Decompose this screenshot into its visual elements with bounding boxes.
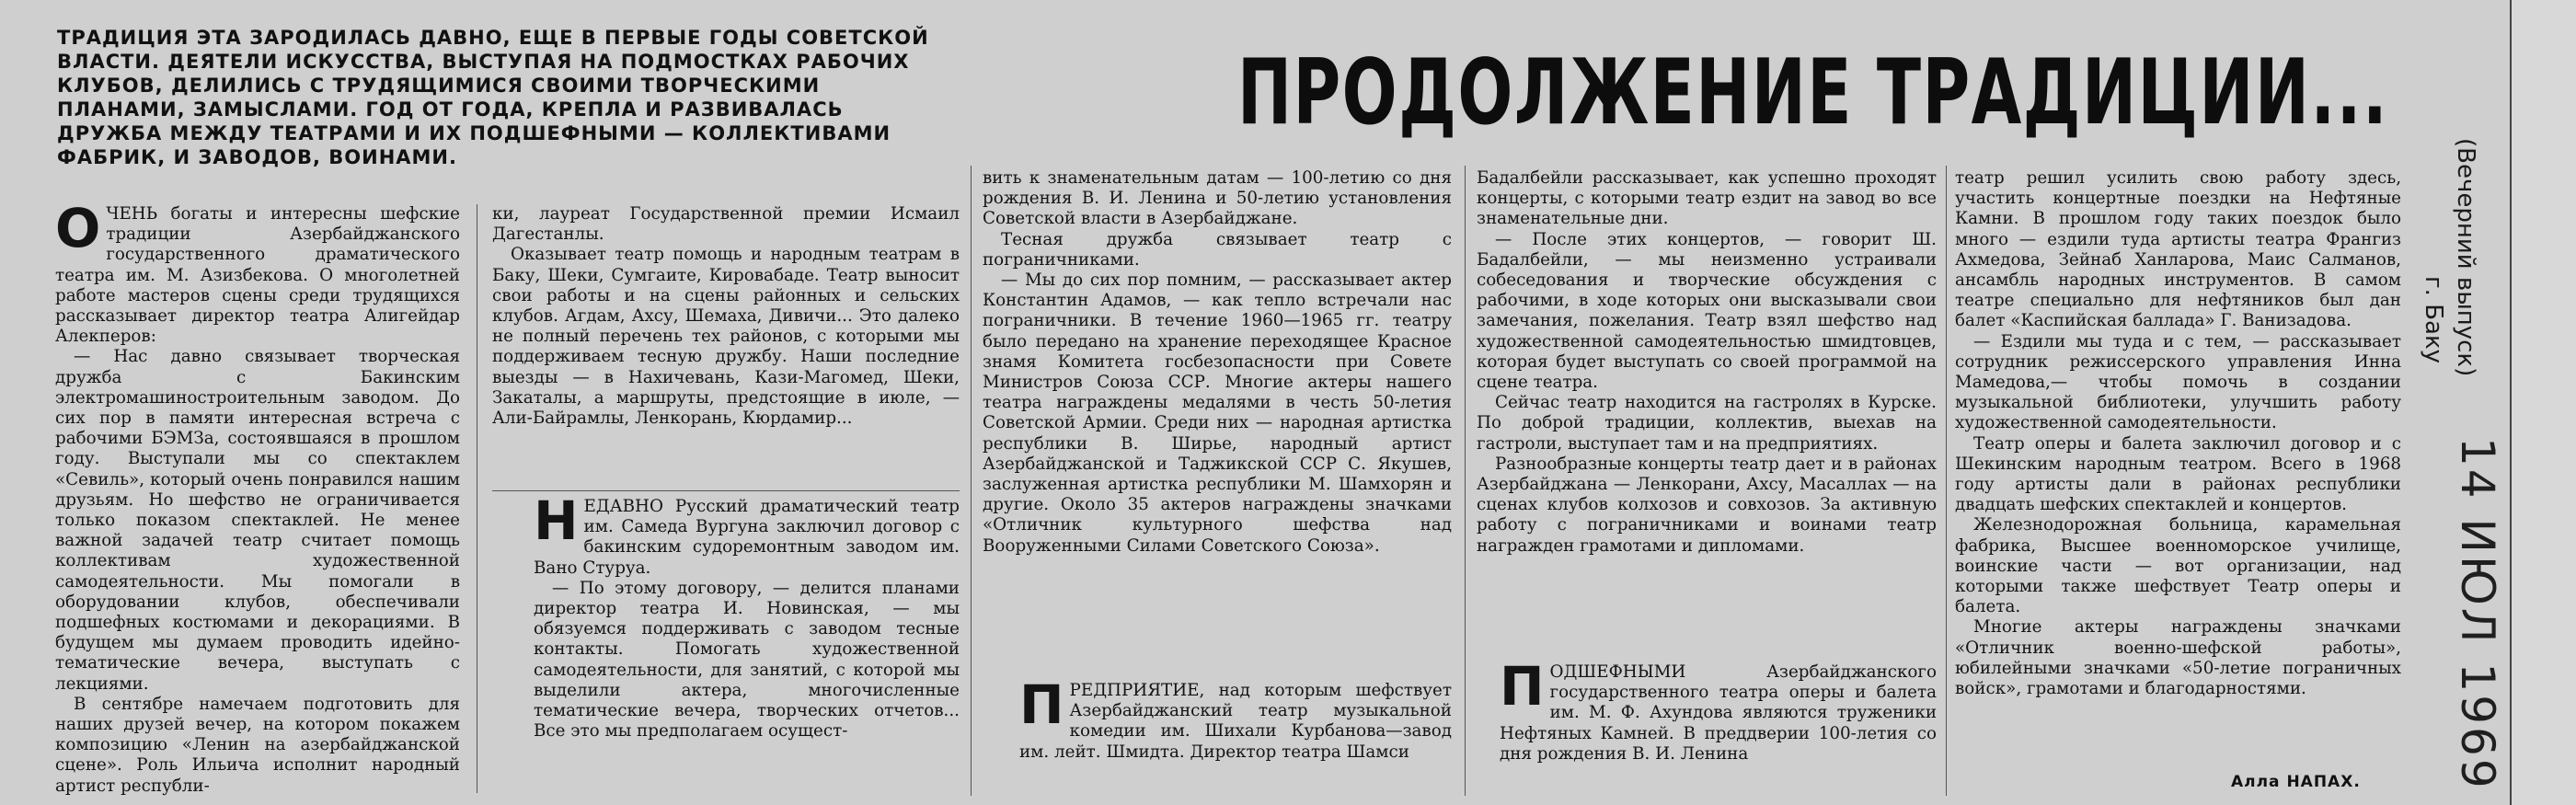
paragraph: — После этих концертов, — говорит Ш. Бадалбейли, — мы неизменно устраивали собеседования и творческие обсуждения с рабочими, в ходе которых они высказывали свои замечания, пожелания. Театр взял шефство над художественной самодеятельностью шмидтовцев, которая будет выступать со своей программой на сцене театра.	[1477, 229, 1937, 393]
column-4-bottom	[1500, 662, 1937, 800]
column-2-top	[492, 204, 960, 488]
paragraph: ЧЕНЬ богаты и интересны шефские традиции Азербайджанского государственного драматического театра им. М. Азизбекова. О многолетней работе мастеров сцены среди трудящихся рассказывает директор театра Алигейдар Алекперов:	[55, 204, 460, 347]
drop-cap: О	[55, 204, 101, 259]
column-divider	[1465, 166, 1466, 796]
lead-paragraph: ТРАДИЦИЯ ЭТА ЗАРОДИЛАСЬ ДАВНО, ЕЩЕ В ПЕРВЫЕ ГОДЫ СОВЕТСКОЙ ВЛАСТИ. ДЕЯТЕЛИ ИСКУССТВА, ВЫСТУПАЯ НА ПОДМОСТКАХ РАБОЧИХ КЛУБОВ, ДЕЛИЛИСЬ С ТРУДЯЩИМИСЯ СВОИМИ ТВОРЧЕСКИМИ ПЛАНАМИ, ЗАМЫСЛАМИ. ГОД ОТ ГОДА, КРЕПЛА И РАЗВИВАЛАСЬ ДРУЖБА МЕЖДУ ТЕАТРАМИ И ИХ ПОДШЕФНЫМИ — КОЛЛЕКТИВАМИ ФАБРИК, И ЗАВОДОВ, ВОИНАМИ.	[57, 27, 929, 168]
drop-cap: П	[1019, 681, 1064, 736]
paragraph: Оказывает театр помощь и народным театрам в Баку, Шеки, Сумгаите, Кировабаде. Театр выносит свои работы и на сцены районных и сельских клубов. Агдам, Ахсу, Шемаха, Дивичи... Это далеко не полный перечень тех районов, с которыми мы поддерживаем тесную дружбу. Наши последние выезды — в Нахичевань, Кази-Магомед, Шеки, Закаталы, а маршруты, предстоящие в июле, — Али-Байрамлы, Ленкорань, Кюрдамир...	[492, 245, 960, 429]
paragraph: — По этому договору, — делится планами директор театра И. Новинская, — мы обязуемся поддерживать с заводом тесные контакты. Помогать художественной самодеятельности, для занятий, с которой мы выделили актера, многочисленные тематические вечера, творческих отчетов... Все это мы предполагаем осущест-	[534, 578, 960, 742]
paragraph: ки, лауреат Государственной премии Исмаил Дагестанлы.	[492, 204, 960, 245]
paragraph: вить к знаменательным датам — 100-летию со дня рождения В. И. Ленина и 50-летию установления Советской власти в Азербайджане.	[983, 168, 1452, 229]
article-headline: ПРОДОЛЖЕНИЕ ТРАДИЦИИ...	[1237, 40, 2389, 145]
paragraph: Театр оперы и балета заключил договор и с Шекинским народным театром. Всего в 1968 году артисты дали в районах республики двадцать шефских спектаклей и концертов.	[1955, 433, 2401, 515]
column-2-bottom	[534, 497, 960, 800]
column-5	[1955, 168, 2401, 766]
paragraph: Бадалбейли рассказывает, как успешно проходят концерты, с которыми театр ездит на завод во все знаменательные дни.	[1477, 168, 1937, 229]
column-4-top	[1477, 168, 1937, 647]
margin-note: (Вечерний выпуск)	[2452, 138, 2479, 377]
paragraph: Железнодорожная больница, карамельная фабрика, Высшее военноморское училище, воинские части — вот организации, над которыми также шефствует Театр оперы и балета.	[1955, 515, 2401, 617]
paragraph: ЕДАВНО Русский драматический театр им. Самеда Вургуна заключил договор с бакинским судоремонтным заводом им. Вано Стуруа.	[534, 497, 960, 578]
margin-city: г. Баку	[2420, 276, 2447, 364]
author-signature: Алла НАПАХ.	[2231, 773, 2361, 791]
column-divider	[1946, 166, 1947, 796]
paragraph: — Ездили мы туда и с тем, — рассказывает сотрудник режиссерского управления Инна Мамедова,— чтобы помочь в создании музыкальной библиотеки, улучшить работу художественной самодеятельности.	[1955, 331, 2401, 433]
date-stamp: 14 ИЮЛ 1969	[2451, 437, 2504, 791]
section-divider	[492, 490, 960, 491]
paragraph: Разнообразные концерты театр дает и в районах Азербайджана — Ленкорани, Ахсу, Масаллах — на сценах клубов колхозов и совхозов. За активную работу с пограничниками и воинами театр награжден грамотами и дипломами.	[1477, 454, 1937, 556]
page-edge-strip	[2510, 0, 2576, 805]
column-1	[55, 204, 460, 800]
paragraph: В сентябре намечаем подготовить для наших друзей вечер, на котором покажем композицию «Ленин на азербайджанской сцене». Роль Ильича исполнит народный артист республи-	[55, 694, 460, 796]
paragraph: ОДШЕФНЫМИ Азербайджанского государственного театра оперы и балета им. М. Ф. Ахундова являются труженики Нефтяных Камней. В преддверии 100-летия со дня рождения В. И. Ленина	[1500, 662, 1937, 764]
column-3-top	[983, 168, 1452, 647]
paragraph: Многие актеры награждены значками «Отличник военно-шефской работы», юбилейными значками «50-летие пограничных войск», грамотами и благодарностями.	[1955, 617, 2401, 699]
paragraph: — Нас давно связывает творческая дружба с Бакинским электромашиностроительным заводом. До сих пор в памяти интересная встреча с рабочими БЭМЗа, состоявшаяся в прошлом году. Выступали мы со спектаклем «Севиль», который очень понравился нашим друзьям. Но шефство не ограничивается только показом спектаклей. Не менее важной задачей театр считает помощь коллективам художественной самодеятельности. Мы помогали в оборудовании клубов, обеспечивали подшефных костюмами и декорациями. В будущем мы думаем проводить идейно-тематические вечера, выступать с лекциями.	[55, 347, 460, 694]
drop-cap: П	[1500, 662, 1545, 718]
paragraph: Сейчас театр находится на гастролях в Курске. По доброй традиции, коллектив, выехав на гастроли, выступает там и на предприятиях.	[1477, 393, 1937, 454]
paragraph: — Мы до сих пор помним, — рассказывает актер Константин Адамов, — как тепло встречали нас пограничники. В течение 1960—1965 гг. театру было передано на хранение переходящее Красное знамя Комитета госбезопасности при Совете Министров Союза ССР. Многие актеры нашего театра награждены медалями в честь 50-летия Советской Армии. Среди них — народная артистка республики В. Ширье, народный артист Азербайджанской и Таджикской ССР С. Якушев, заслуженная артистка республики М. Шамхорян и другие. Около 35 актеров награждены значками «Отличник культурного шефства над Вооруженными Силами Советского Союза».	[983, 270, 1452, 556]
column-3-bottom	[1019, 681, 1452, 800]
paragraph: РЕДПРИЯТИЕ, над которым шефствует Азербайджанский театр музыкальной комедии им. Шихали Курбанова—завод им. лейт. Шмидта. Директор театра Шамси	[1019, 681, 1452, 762]
drop-cap: Н	[534, 497, 579, 552]
paragraph: театр решил усилить свою работу здесь, участить концертные поездки на Нефтяные Камни. В прошлом году таких поездок было много — ездили туда артисты театра Франгиз Ахмедова, Зейнаб Ханларова, Маис Салманов, ансамбль народных инструментов. В самом театре специально для нефтяников был дан балет «Каспийская баллада» Г. Ванизадова.	[1955, 168, 2401, 331]
column-divider	[971, 166, 972, 796]
paragraph: Тесная дружба связывает театр с пограничниками.	[983, 229, 1452, 270]
